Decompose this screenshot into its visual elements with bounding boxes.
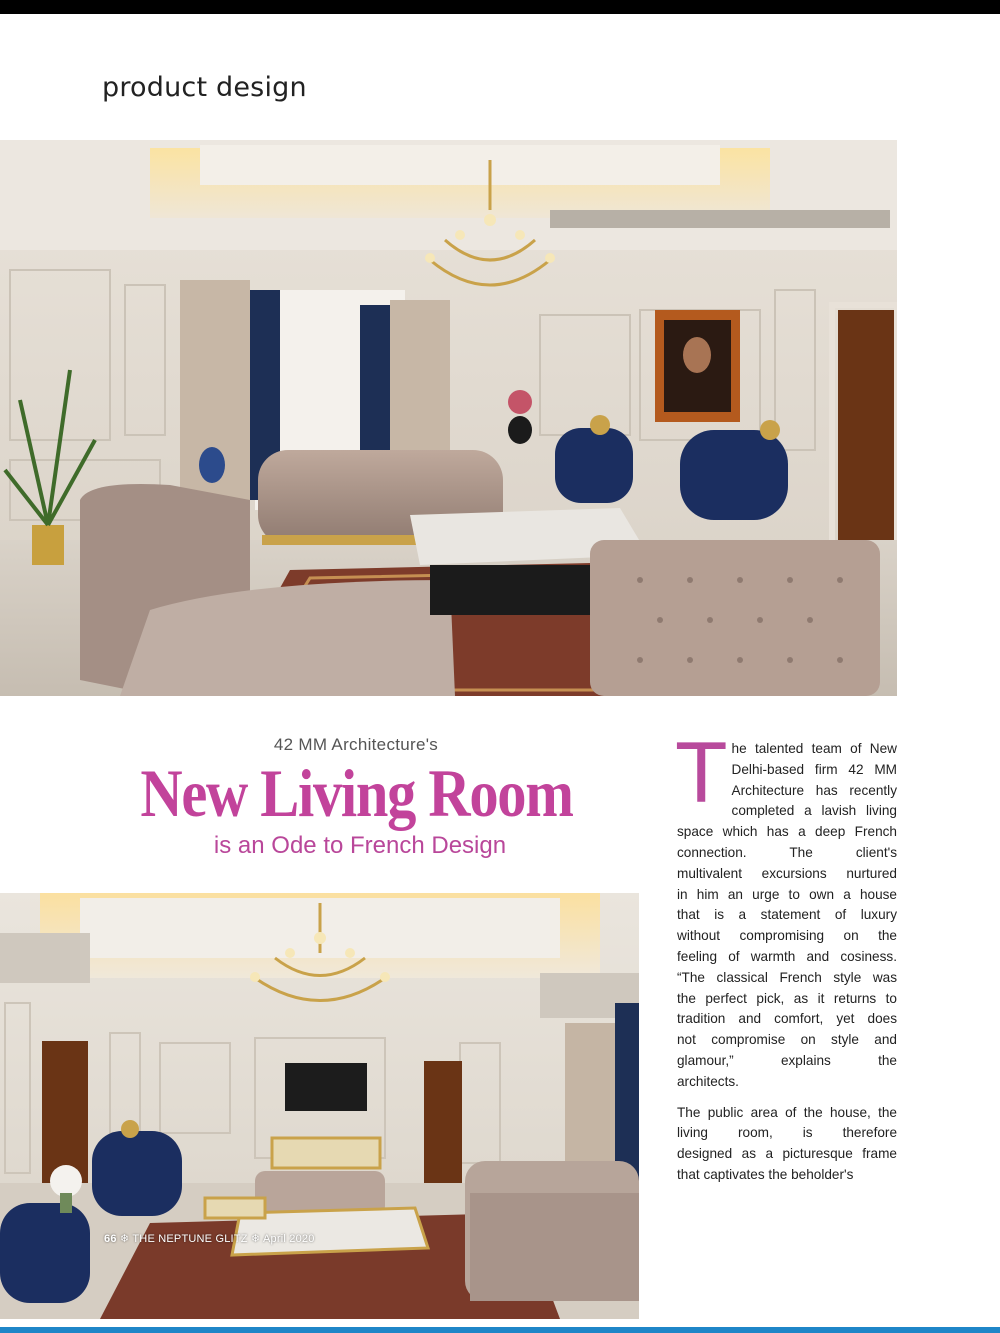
- living-room-photo-top: [0, 140, 897, 696]
- paragraph-1-line: “The classical French style was: [677, 969, 897, 985]
- bottom-blue-rule: [0, 1327, 1000, 1333]
- paragraph-2-line: The public area of the house, the: [677, 1104, 897, 1120]
- living-room-photo-icon: [0, 893, 639, 1319]
- paragraph-2-line: living room, is therefore: [677, 1125, 897, 1141]
- paragraph-2-line: that captivates the beholder's: [677, 1166, 854, 1182]
- section-label: product design: [102, 72, 307, 103]
- issue-date: April 2020: [262, 1233, 315, 1245]
- paragraph-1-line: without compromising on the: [677, 928, 897, 944]
- folio-separator-icon: ❄: [250, 1233, 263, 1245]
- headline-title: New Living Room: [140, 755, 573, 831]
- living-room-photo-bottom: [0, 893, 639, 1319]
- paragraph-1-line: space which has a deep French: [677, 824, 897, 840]
- drop-cap: T: [675, 725, 728, 821]
- top-black-bar: [0, 0, 1000, 14]
- page-number: 66: [104, 1233, 117, 1245]
- paragraph-2-lines: [677, 1103, 897, 1186]
- paragraph-1-line: Architecture has recently: [731, 782, 897, 798]
- paragraph-1-line: he talented team of New: [731, 741, 897, 756]
- paragraph-1: [675, 725, 897, 1093]
- paragraph-1-line: multivalent excursions nurtured: [677, 865, 897, 881]
- article-body: [675, 725, 897, 1196]
- paragraph-1-line: connection. The client's: [677, 844, 897, 860]
- paragraph-2-line: designed as a picturesque frame: [677, 1146, 897, 1162]
- paragraph-1-line: completed a lavish living: [731, 803, 897, 819]
- headline-kicker: 42 MM Architecture's: [273, 735, 439, 754]
- paragraph-2: [677, 1103, 897, 1186]
- paragraph-1-line: glamour,” explains the: [677, 1052, 897, 1068]
- paragraph-1-line: Delhi-based firm 42 MM: [731, 761, 897, 777]
- publication-name: THE NEPTUNE GLITZ: [132, 1233, 248, 1245]
- folio-separator-icon: ❄: [119, 1233, 133, 1245]
- paragraph-1-line: that is a statement of luxury: [677, 907, 897, 923]
- paragraph-1-line: architects.: [677, 1073, 739, 1089]
- headline-deck: is an Ode to French Design: [213, 832, 507, 859]
- living-room-photo-icon: [0, 140, 897, 696]
- paragraph-1-line: in him an urge to own a house: [677, 886, 897, 902]
- paragraph-1-line: tradition and comfort, yet does: [677, 1011, 897, 1027]
- paragraph-1-line: not compromise on style and: [677, 1032, 897, 1048]
- paragraph-1-line: the perfect pick, as it returns to: [677, 990, 897, 1006]
- paragraph-1-line: feeling of warmth and cosiness.: [677, 948, 897, 964]
- page-folio: [104, 1232, 315, 1245]
